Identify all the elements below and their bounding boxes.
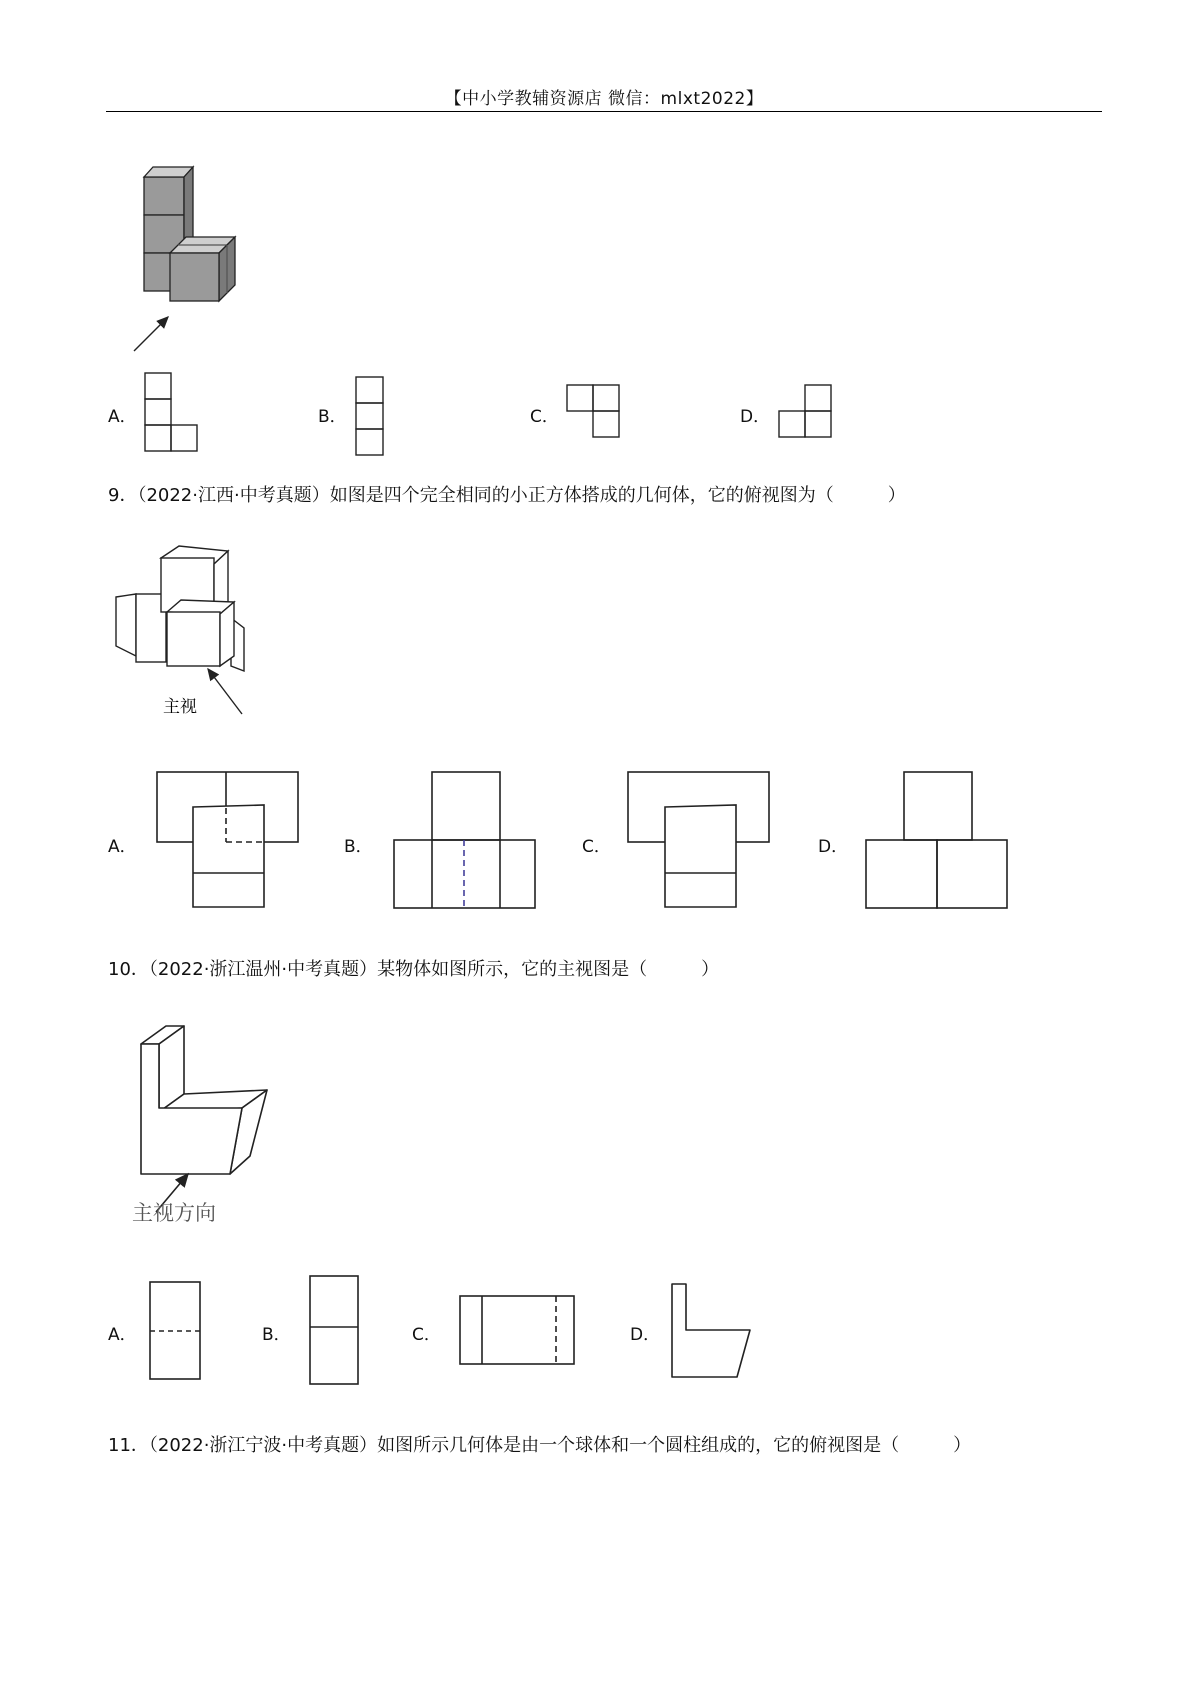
q10-option-d-label: D． — [630, 1325, 661, 1345]
q10-text: （2022·浙江温州·中考真题）某物体如图所示，它的主视图是（ ） — [148, 959, 720, 980]
q9-option-d-label: D． — [818, 837, 849, 857]
q8-option-c-label: C． — [530, 407, 559, 427]
q9-text: （2022·江西·中考真题）如图是四个完全相同的小正方体搭成的几何体，它的俯视图为（ ） — [137, 485, 906, 506]
q10-option-b-label: B． — [262, 1325, 291, 1345]
q9-option-b-figure — [392, 770, 538, 912]
q10-solid-figure — [126, 1024, 276, 1224]
q9-option-a-figure — [156, 770, 302, 912]
q10-number: 10． — [108, 959, 149, 980]
q8-option-a-label: A． — [108, 407, 137, 427]
q10-option-c-label: C． — [412, 1325, 441, 1345]
header-rule — [106, 111, 1102, 112]
q9-number: 9． — [108, 485, 138, 506]
q8-solid-figure — [120, 160, 240, 360]
q11-question — [108, 1431, 971, 1457]
q9-option-c-label: C． — [582, 837, 611, 857]
q8-option-b-figure — [355, 376, 387, 458]
q11-number: 11． — [108, 1435, 149, 1456]
q8-option-d-label: D． — [740, 407, 771, 427]
q9-option-a-label: A． — [108, 837, 137, 857]
page-header: 【中小学教辅资源店 微信：mlxt2022】 — [444, 89, 764, 109]
q9-option-b-label: B． — [344, 837, 373, 857]
q9-figure-caption: 主视 — [163, 697, 197, 717]
q10-option-d-figure — [670, 1282, 754, 1380]
q9-question — [108, 481, 906, 507]
q8-option-d-figure — [778, 384, 838, 444]
q11-text: （2022·浙江宁波·中考真题）如图所示几何体是由一个球体和一个圆柱组成的，它的俯视图是（ ） — [148, 1435, 972, 1456]
q10-option-c-figure — [458, 1294, 578, 1368]
q8-option-b-label: B． — [318, 407, 347, 427]
q10-option-a-figure — [148, 1280, 204, 1384]
q10-figure-caption: 主视方向 — [132, 1201, 216, 1225]
q8-option-c-figure — [566, 384, 626, 444]
q10-option-b-figure — [308, 1274, 364, 1388]
q10-question — [108, 955, 719, 981]
q9-option-c-figure — [626, 770, 772, 912]
q8-option-a-figure — [144, 372, 204, 454]
q9-option-d-figure — [864, 770, 1010, 912]
q9-solid-figure — [116, 546, 256, 716]
q10-option-a-label: A． — [108, 1325, 137, 1345]
